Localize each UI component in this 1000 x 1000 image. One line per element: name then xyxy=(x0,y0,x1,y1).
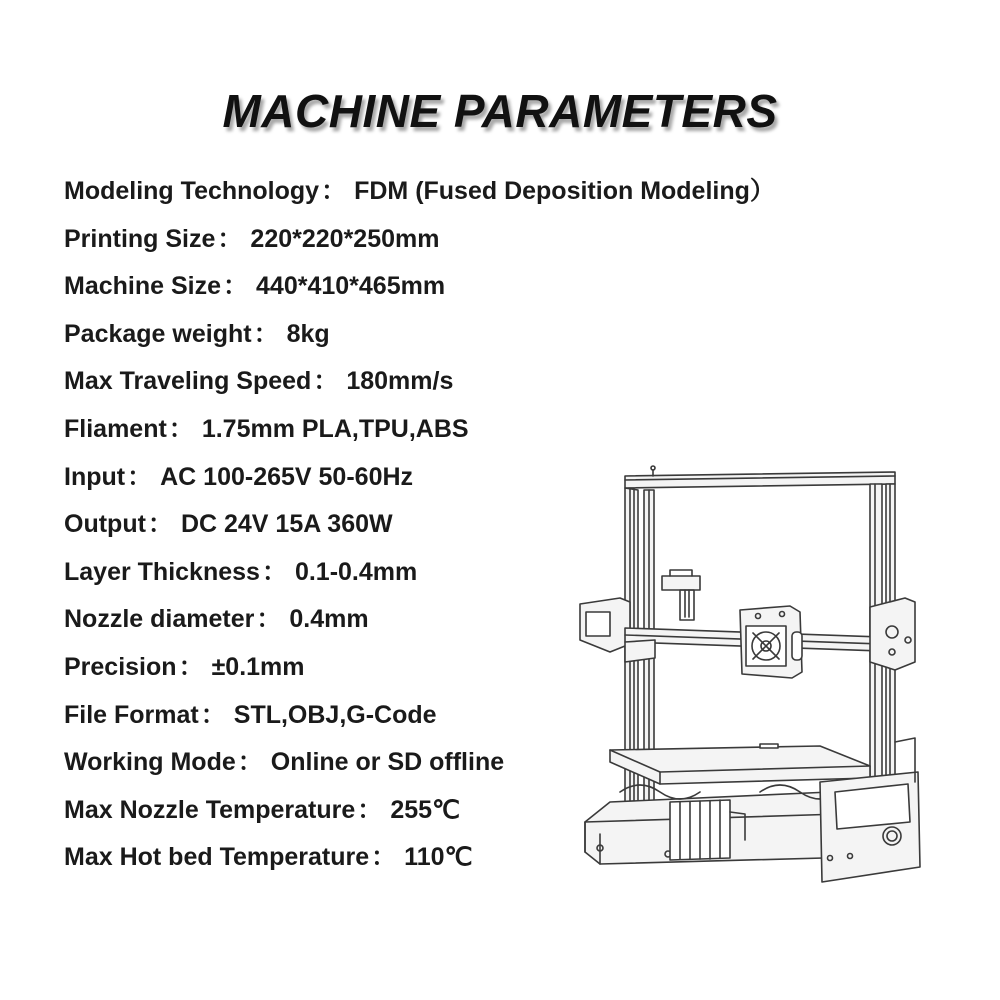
page-title: MACHINE PARAMETERS xyxy=(222,85,778,137)
spec-value: AC 100-265V 50-60Hz xyxy=(160,462,414,491)
spec-value: 255℃ xyxy=(390,795,461,824)
spec-value: FDM (Fused Deposition Modeling） xyxy=(354,177,775,205)
spec-value: ±0.1mm xyxy=(211,652,305,681)
spec-row-machine-size xyxy=(64,267,775,315)
spec-separator: ： xyxy=(127,462,153,491)
spec-separator: ： xyxy=(261,557,287,586)
spec-label: Max Hot bed Temperature xyxy=(64,843,370,872)
spec-label: Modeling Technology xyxy=(64,177,320,205)
spec-separator: ： xyxy=(256,605,282,634)
spec-value: 180mm/s xyxy=(346,367,454,396)
spec-label: Precision xyxy=(64,652,177,681)
spec-label: Nozzle diameter xyxy=(64,605,255,634)
spec-value: 1.75mm PLA,TPU,ABS xyxy=(201,414,469,443)
spec-label: Output xyxy=(64,510,146,539)
spec-value: 8kg xyxy=(286,319,330,348)
spec-separator: ： xyxy=(253,319,279,348)
spec-label: Printing Size xyxy=(64,224,216,253)
spec-row-printing-size xyxy=(64,220,775,268)
spec-value: Online or SD offline xyxy=(270,748,505,777)
spec-separator: ： xyxy=(313,367,339,396)
spec-label: Fliament xyxy=(64,414,167,443)
spec-row-filament xyxy=(64,410,775,458)
spec-label: Package weight xyxy=(64,319,252,348)
spec-separator: ： xyxy=(371,843,397,872)
spec-separator: ： xyxy=(147,510,173,539)
spec-value: 440*410*465mm xyxy=(256,272,446,301)
spec-value: 220*220*250mm xyxy=(250,224,440,253)
spec-separator: ： xyxy=(237,748,263,777)
spec-label: Input xyxy=(64,462,126,491)
spec-value: 0.4mm xyxy=(289,605,369,634)
spec-separator: ： xyxy=(223,272,249,301)
spec-label: Machine Size xyxy=(64,272,221,301)
spec-value: 0.1-0.4mm xyxy=(294,557,418,586)
spec-separator: ： xyxy=(217,224,243,253)
print-head xyxy=(740,606,802,678)
spec-value: 110℃ xyxy=(404,843,473,872)
spec-label: Max Traveling Speed xyxy=(64,367,312,396)
heated-bed xyxy=(610,744,870,784)
spec-value: DC 24V 15A 360W xyxy=(180,510,393,539)
spec-row-package-weight xyxy=(64,315,775,363)
top-crossbar xyxy=(625,466,895,488)
spec-separator: ： xyxy=(357,795,383,824)
spec-label: File Format xyxy=(64,700,199,729)
spec-row-max-traveling-speed xyxy=(64,362,775,410)
3d-printer-illustration xyxy=(570,462,930,902)
spec-label: Layer Thickness xyxy=(64,557,260,586)
spec-value: STL,OBJ,G-Code xyxy=(233,700,437,729)
spec-row-modeling-technology xyxy=(64,172,775,220)
spec-label: Max Nozzle Temperature xyxy=(64,795,356,824)
spec-label: Working Mode xyxy=(64,748,236,777)
spec-separator: ： xyxy=(200,700,226,729)
spec-separator: ： xyxy=(321,177,347,205)
z-axis-screw xyxy=(662,570,700,620)
spec-separator: ： xyxy=(178,652,204,681)
spec-separator: ： xyxy=(168,414,194,443)
